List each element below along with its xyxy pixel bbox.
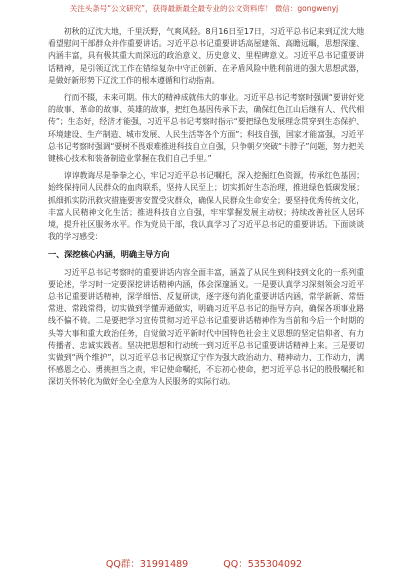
paragraph-core: 习近平总书记考察时的重要讲话内容全面丰富，涵盖了从民生到科技到文化的一系列重要论述，学习时一定要深挖讲话精神内涵，体会深邃涵义。一是要认真学习深刻领会习近平总书记重要讲话精神，深学细悟、反复研读，逐字逐句消化重要讲话内涵，常学新新、常悟常进、常践常得，切实做到学懂弄通做实，明确习近平总书记的指导方向，确保各项事业路线不偏不倚。二是要把学习宣传贯彻习近平总书记重要讲话精神作为当前和今后一个时期的头等大事和重大政治任务，自觉做习近平新时代中国特色社会主义思想的坚定信仰者、有力传播者、忠诚实践者。坚决把思想和行动统一到习近平总书记重要讲话精神上来。三是要切实做到“两个维护”，以习近平总书记视察辽宁作为强大政治动力、精神动力、工作动力，满怀感恩之心、勇挑担当之责，牢记使命嘱托，不忘初心使命，把习近平总书记的殷殷嘱托和深切关怀转化为做好全心全意为人民服务的实际行动。 xyxy=(48,267,364,387)
document-body xyxy=(48,26,364,394)
paragraph-study: 谆谆教诲尽是拳拳之心，牢记习近平总书记嘱托，深入挖掘红色资源，传承红色基因；始终保持同人民群众的血肉联系，坚持人民至上；切实抓好生态治理，推进绿色低碳发展；抓细抓实防汛救灾措施要害安置受灾群众，确保人民群众生命安全；要坚持优秀传统文化，丰富人民精神文化生活；推进科技自立自强，牢牢掌握发展主动权；持续改善社区人居环境，提升社区服务水平。作为党员干部，我认真学习了习近平总书记的重要讲话。下面谈谈我的学习感受： xyxy=(48,171,364,242)
qq-group: QQ群：31991489 xyxy=(105,559,189,570)
paragraph-spirit: 行而不辍，未来可期。伟大的精神成就伟大的事业。习近平总书记考察时强调“要讲好党的故事、革命的故事、英雄的故事，把红色基因传承下去，确保红色江山后继有人、代代相传”；生态好，经济才能强，习近平总书记考察时指示“要把绿色发展理念贯穿到生态保护、环境建设、生产制造、城市发展、人民生活等各个方面”；科技自强，国家才能富强，习近平总书记考察时强调“要树不畏艰难推进科技自立自强，只争朝夕突破“卡脖子”问题，努力把关键核心技术和装备制造业掌握在我们自己手里。” xyxy=(48,93,364,164)
footer-contact xyxy=(0,556,408,570)
paragraph-intro: 初秋的辽沈大地，千里沃野，气爽风轻。8月16日至17日，习近平总书记来到辽沈大地看望慰问干部群众并作重要讲话。习近平总书记重要讲话高屋建瓴、高瞻远瞩，思想深邃、内涵丰富，具有极其重大而深远的政治意义、历史意义、里程碑意义。习近平总书记重要讲话精神，是引领辽沈工作在错综复杂中守正创新、在矛盾风险中胜利前进的强大思想武器，是做好新形势下辽沈工作的根本遵循和行动指南。 xyxy=(48,27,364,85)
header-notice: 关注头条号“公文研究”，获得最新最全最专业的公文资料库！ 微信：gongwenyj xyxy=(69,4,339,13)
section-heading: 一、深挖核心内涵，明确主导方向 xyxy=(48,249,170,260)
qq-number: QQ：535304092 xyxy=(223,559,303,570)
